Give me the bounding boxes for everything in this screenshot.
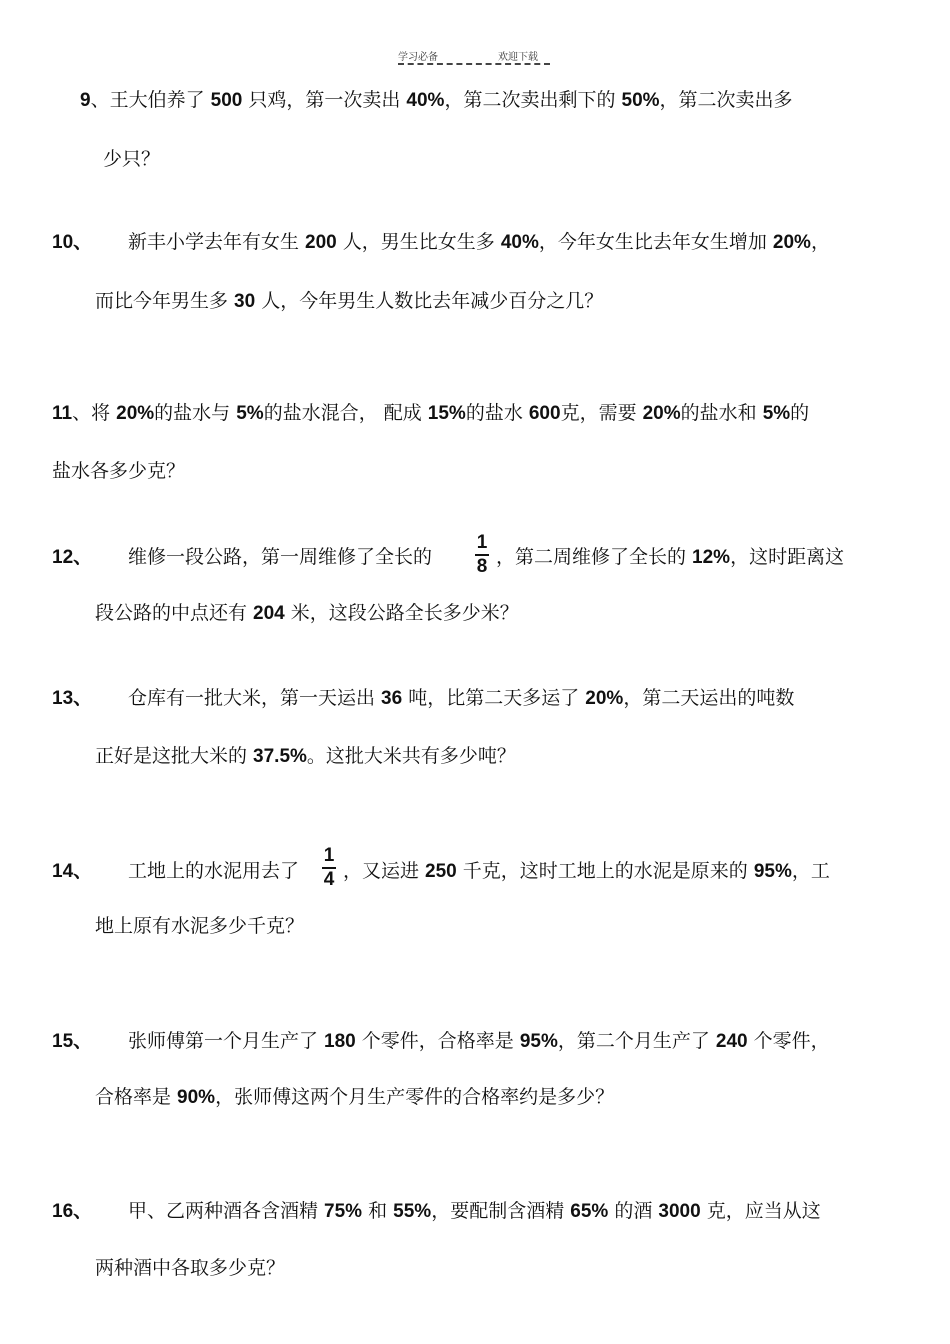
value: 3000 [658, 1201, 701, 1222]
text: 。这批大米共有多少吨？ [306, 745, 516, 767]
question-9-line-1 [80, 86, 793, 115]
text: ，今年女生比去年女生增加 [538, 231, 773, 253]
value: 204 [253, 603, 285, 624]
value: 30 [234, 291, 256, 312]
text: 个零件， [747, 1030, 830, 1052]
value: 65% [570, 1201, 609, 1222]
question-15-line-2 [95, 1083, 614, 1112]
value: 75% [324, 1201, 363, 1222]
question-11-line-1 [52, 399, 809, 428]
question-number: 11 [52, 403, 73, 424]
question-number: 14、 [52, 861, 93, 882]
text: 吨，比第二天多运了 [402, 687, 586, 709]
text: 、王大伯养了 [90, 89, 211, 111]
text: 千克，这时工地上的水泥是原来的 [456, 860, 754, 882]
question-number: 13、 [52, 688, 93, 709]
fraction-denominator: 8 [476, 556, 488, 577]
fraction-denominator: 4 [323, 869, 335, 890]
question-16-number [52, 1197, 92, 1226]
question-15-line-1 [128, 1027, 830, 1056]
text: ，第二次卖出多 [659, 89, 793, 111]
question-number: 10、 [52, 232, 93, 253]
value: 15% [427, 403, 466, 424]
header-dashed-rule [398, 63, 550, 65]
question-12-number [52, 543, 92, 572]
question-9-line-2: 少只？ [103, 148, 161, 170]
value: 40% [500, 232, 539, 253]
text: 段公路的中点还有 [95, 602, 254, 624]
text: 克，应当从这 [700, 1200, 821, 1222]
value: 40% [406, 90, 445, 111]
text: ，工 [791, 860, 830, 882]
text: ，第二天运出的吨数 [623, 687, 795, 709]
text: 甲、乙两种酒各含酒精 [128, 1200, 325, 1222]
text: ，第二个月生产了 [557, 1030, 716, 1052]
question-13-line-2 [95, 742, 516, 771]
text: ，第二周维修了全长的 [496, 546, 693, 568]
question-14-line-2: 地上原有水泥多少千克？ [95, 915, 305, 937]
question-14-number [52, 857, 92, 886]
value: 55% [393, 1201, 432, 1222]
question-13-line-1 [128, 684, 794, 713]
text: 人，男生比女生多 [336, 231, 501, 253]
value: 95% [519, 1031, 558, 1052]
value: 600 [528, 403, 561, 424]
value: 250 [425, 861, 457, 882]
text: 只鸡，第一次卖出 [242, 89, 407, 111]
text: ， [810, 231, 830, 253]
value: 5% [762, 403, 791, 424]
text: 而比今年男生多 [95, 290, 235, 312]
question-16-line-1 [128, 1197, 821, 1226]
text: 的盐水与 [154, 402, 237, 424]
text: 、将 [72, 402, 117, 424]
text: 的 [790, 402, 810, 424]
value: 20% [772, 232, 811, 253]
question-12-line-1a: 维修一段公路，第一周维修了全长的 [128, 546, 433, 568]
question-10-line-2 [95, 287, 603, 316]
value: 200 [305, 232, 337, 253]
value: 90% [177, 1087, 216, 1108]
value: 50% [621, 90, 660, 111]
text: ，第二次卖出剩下的 [444, 89, 622, 111]
question-12-line-2 [95, 599, 519, 628]
question-number: 15、 [52, 1031, 93, 1052]
text: 的盐水混合， 配成 [263, 402, 428, 424]
value: 180 [324, 1031, 356, 1052]
text: 个零件，合格率是 [355, 1030, 520, 1052]
text: 的盐水和 [680, 402, 763, 424]
text: ，这时距离这 [730, 546, 845, 568]
text: 的盐水 [465, 402, 529, 424]
question-10-number [52, 228, 92, 257]
text: 新丰小学去年有女生 [128, 231, 306, 253]
text: ，要配制含酒精 [431, 1200, 571, 1222]
question-13-number [52, 684, 92, 713]
text: 仓库有一批大米，第一天运出 [128, 687, 382, 709]
value: 240 [715, 1031, 748, 1052]
question-15-number [52, 1027, 92, 1056]
fraction-one-eighth [474, 532, 490, 578]
fraction-numerator: 1 [323, 845, 335, 866]
text: 人，今年男生人数比去年减少百分之几？ [255, 290, 604, 312]
question-11-line-2: 盐水各多少克？ [52, 460, 186, 482]
value: 500 [210, 90, 243, 111]
value: 37.5% [253, 746, 307, 767]
text: ，又运进 [343, 860, 426, 882]
value: 20% [116, 403, 155, 424]
value: 20% [642, 403, 681, 424]
value: 12% [692, 547, 731, 568]
header-left-text: 学习必备 [398, 52, 438, 63]
value: 20% [585, 688, 624, 709]
text: 米，这段公路全长多少米？ [284, 602, 519, 624]
value: 5% [236, 403, 264, 424]
value: 36 [381, 688, 403, 709]
question-number: 12、 [52, 547, 93, 568]
question-12-line-1b [496, 543, 844, 572]
question-14-line-1b [343, 857, 830, 886]
question-10-line-1 [128, 228, 830, 257]
text: 张师傅第一个月生产了 [128, 1030, 325, 1052]
text: 和 [362, 1200, 394, 1222]
text: 正好是这批大米的 [95, 745, 254, 767]
fraction-one-quarter [321, 845, 337, 891]
text: 合格率是 [95, 1086, 178, 1108]
page-header [398, 48, 553, 68]
header-right-text: 欢迎下载 [498, 52, 538, 63]
value: 95% [753, 861, 792, 882]
text: ，张师傅这两个月生产零件的合格率约是多少？ [215, 1086, 615, 1108]
question-16-line-2: 两种酒中各取多少克？ [95, 1257, 286, 1279]
text: 的酒 [608, 1200, 659, 1222]
text: 克，需要 [560, 402, 643, 424]
fraction-numerator: 1 [476, 532, 488, 553]
question-14-line-1a: 工地上的水泥用去了 [128, 860, 300, 882]
question-9-number: 9 [80, 90, 91, 111]
question-number: 16、 [52, 1201, 93, 1222]
